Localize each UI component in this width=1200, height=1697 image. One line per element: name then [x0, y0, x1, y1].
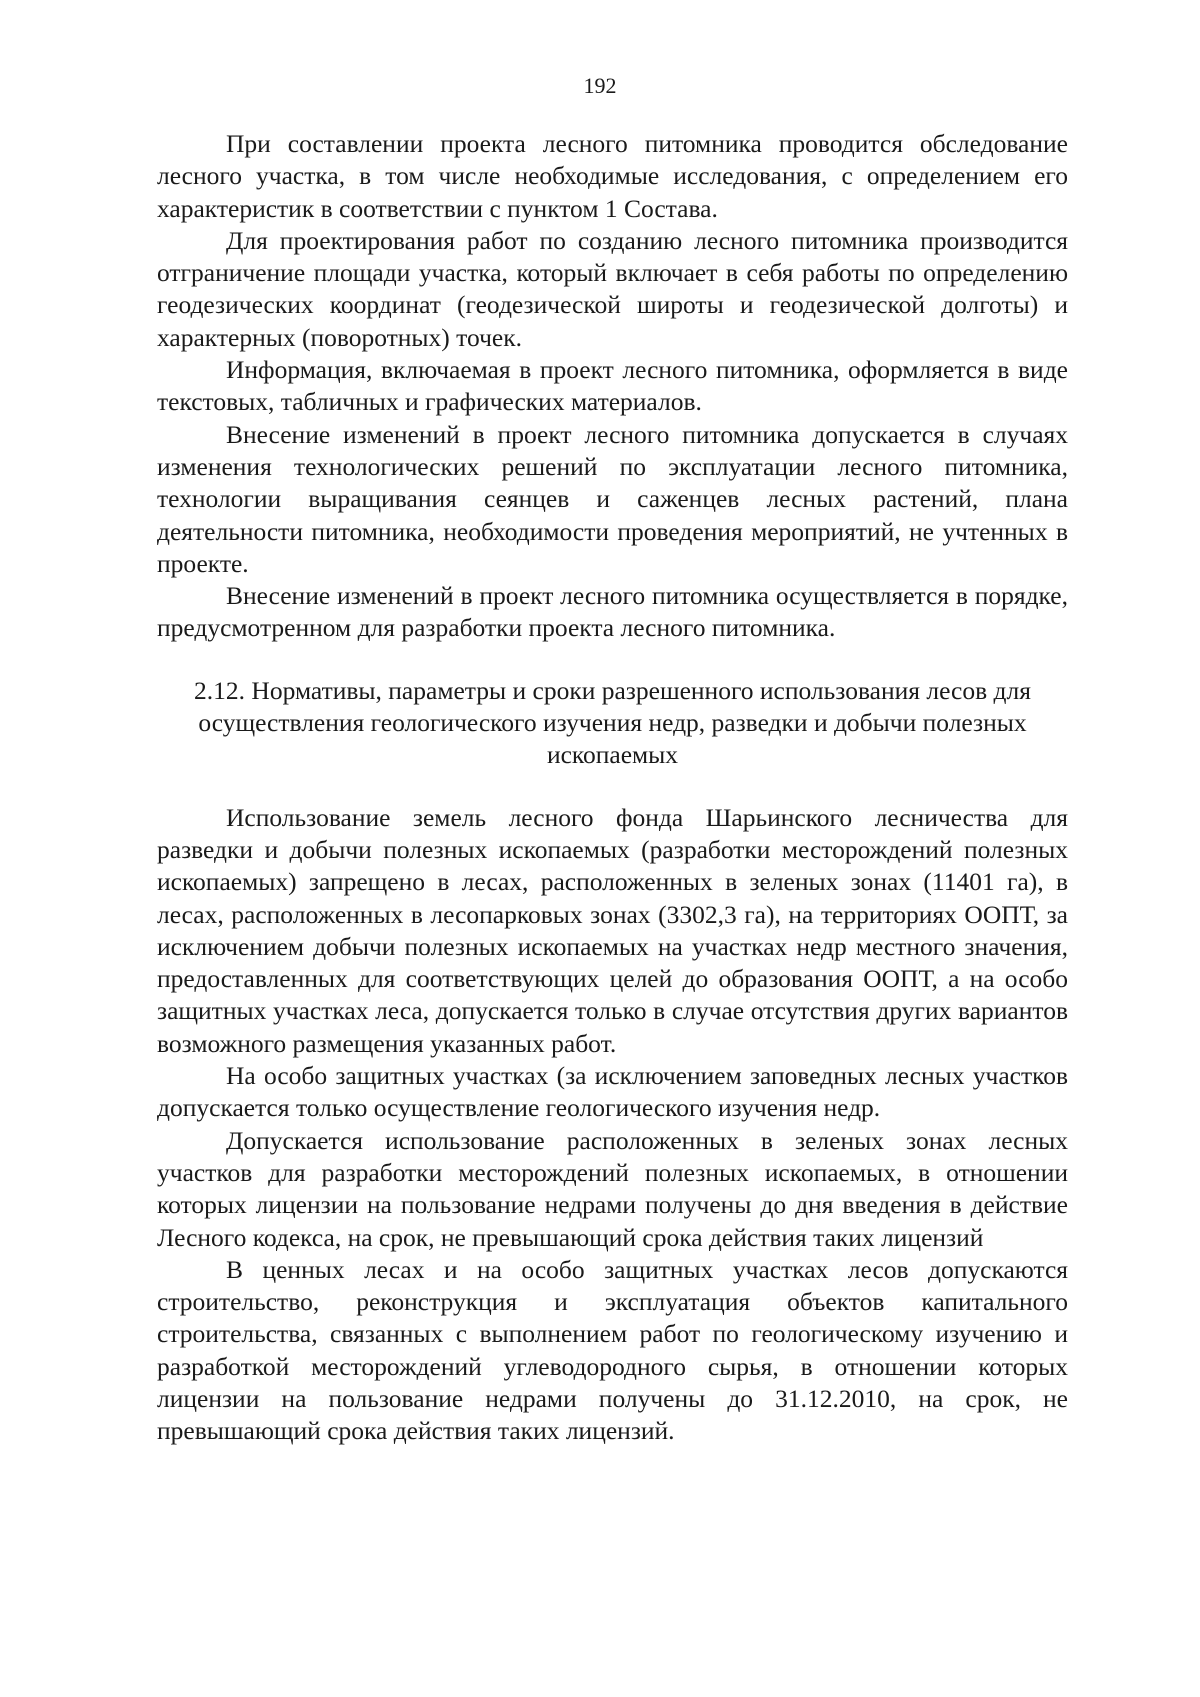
paragraph: Использование земель лесного фонда Шарьинского лесничества для разведки и добычи полезных ископаемых (разработки месторождений полезных ископаемых) запрещено в лесах, расположенных в зеленых зонах (11401 га), в лесах, расположенных в лесопарковых зонах (3302,3 га), на территориях ООПТ, за исключением добычи полезных ископаемых на участках недр местного значения, предоставленных для соответствующих целей до образования ООПТ, а на особо защитных участках леса, допускается только в случае отсутствия других вариантов возможного размещения указанных работ. [157, 802, 1068, 1058]
paragraph: В ценных лесах и на особо защитных участках лесов допускаются строительство, реконструкция и эксплуатация объектов капитального строительства, связанных с выполнением работ по геологическому изучению и разработкой месторождений углеводородного сырья, в отношении которых лицензии на пользование недрами получены до 31.12.2010, на срок, не превышающий срока действия таких лицензий. [157, 1254, 1068, 1446]
paragraph: Информация, включаемая в проект лесного питомника, оформляется в виде текстовых, табличных и графических материалов. [157, 355, 1068, 417]
paragraph: На особо защитных участках (за исключением заповедных лесных участков допускается только осуществление геологического изучения недр. [157, 1061, 1068, 1123]
section-heading: 2.12. Нормативы, параметры и сроки разрешенного использования лесов для осуществления геологического изучения недр, разведки и добычи полезных ископаемых [194, 675, 1031, 770]
page-number: 192 [583, 73, 617, 98]
spacer [157, 772, 1068, 802]
paragraph: Внесение изменений в проект лесного питомника осуществляется в порядке, предусмотренном для разработки проекта лесного питомника. [157, 581, 1068, 643]
page-body [157, 128, 1068, 1448]
paragraph: Для проектирования работ по созданию лесного питомника производится отграничение площади участка, который включает в себя работы по определению геодезических координат (геодезической широты и геодезической долготы) и характерных (поворотных) точек. [157, 225, 1068, 352]
paragraph: Допускается использование расположенных в зеленых зонах лесных участков для разработки месторождений полезных ископаемых, в отношении которых лицензии на пользование недрами получены до дня введения в действие Лесного кодекса, на срок, не превышающий срока действия таких лицензий [157, 1125, 1068, 1252]
paragraph: При составлении проекта лесного питомника проводится обследование лесного участка, в том числе необходимые исследования, с определением его характеристик в соответствии с пунктом 1 Состава. [157, 129, 1068, 223]
spacer [157, 645, 1068, 675]
paragraph: Внесение изменений в проект лесного питомника допускается в случаях изменения технологических решений по эксплуатации лесного питомника, технологии выращивания сеянцев и саженцев лесных растений, плана деятельности питомника, необходимости проведения мероприятий, не учтенных в проекте. [157, 419, 1068, 578]
